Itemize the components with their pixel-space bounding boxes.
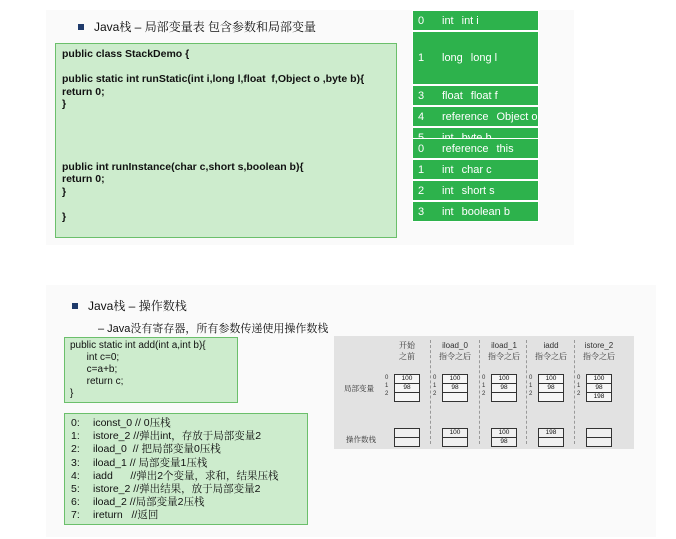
bytecode-instruction: iadd //弹出2个变量，求和，结果压栈 (93, 469, 279, 482)
slot-index: 3 (418, 205, 425, 218)
local-var-row (412, 31, 539, 85)
bytecode-line (71, 483, 301, 496)
slot-index-label: 2 (482, 391, 486, 397)
code-line: } (62, 210, 67, 223)
operand-cell (538, 437, 564, 447)
slot-index-labels (482, 374, 485, 398)
bytecode-offset: 1: (71, 430, 80, 443)
code-line: return 0; (62, 173, 105, 185)
code-line: return c; (70, 376, 124, 387)
slot-type: float (442, 89, 463, 102)
local-var-cell (491, 392, 517, 402)
slot-index-label: 2 (433, 391, 437, 397)
local-var-row (412, 180, 539, 201)
bytecode-line (71, 509, 301, 522)
header-line1: istore_2 (584, 341, 614, 350)
operand-cell: 100 (442, 428, 468, 438)
local-var-cell: 98 (538, 383, 564, 393)
slot-index-labels (433, 374, 436, 398)
code-line: c=a+b; (70, 364, 118, 375)
section2-heading (72, 297, 187, 314)
slot-index-label: 1 (433, 383, 437, 389)
code-line (62, 148, 390, 161)
local-var-stack (442, 375, 468, 402)
local-var-row (412, 106, 539, 127)
slot-index-label: 1 (482, 383, 486, 389)
operand-stack (442, 429, 468, 447)
header-line1: iload_0 (442, 341, 468, 350)
slot-index-label: 0 (577, 375, 581, 381)
header-line2: 之前 (399, 352, 415, 361)
code-line: int c=0; (70, 352, 120, 363)
local-var-cell: 100 (491, 374, 517, 384)
bytecode-offset: 2: (71, 443, 80, 456)
slot-type: reference (442, 110, 489, 123)
header-line1: iload_1 (491, 341, 517, 350)
bytecode-offset: 4: (71, 469, 80, 482)
code-line: return 0; (62, 85, 105, 98)
code-line: } (70, 388, 74, 399)
column-separator (574, 340, 575, 444)
bytecode-offset: 0: (71, 417, 80, 429)
slot-type: int (442, 205, 454, 218)
local-var-table-instance (412, 138, 539, 222)
bytecode-instruction: iload_1 // 局部变量1压栈 (93, 456, 208, 469)
slot-index-label: 1 (577, 383, 581, 389)
slot-index-label: 0 (529, 375, 533, 381)
slot-index: 4 (418, 110, 425, 123)
bytecode-instruction: ireturn //返回 (93, 509, 159, 522)
slot-name: int i (461, 14, 479, 27)
local-var-cell (394, 392, 420, 402)
local-var-stack (491, 375, 517, 402)
local-var-cell: 100 (394, 374, 420, 384)
local-var-stack (586, 375, 612, 402)
slot-type: reference (442, 142, 489, 155)
code-line (62, 111, 390, 124)
local-var-table-static (412, 10, 539, 148)
code-line: public static int runStatic(int i,long l,float f,Object o ,byte b){ (62, 73, 365, 85)
operand-cell: 198 (538, 428, 564, 438)
slot-type: int (442, 14, 454, 27)
slot-name: float f (470, 89, 498, 102)
operand-stack (538, 429, 564, 447)
header-line1: iadd (543, 341, 559, 350)
slot-type: int (442, 184, 454, 197)
local-var-cell: 98 (442, 383, 468, 393)
slot-index: 3 (418, 89, 425, 102)
code-line: public int runInstance(char c,short s,boolean b){ (62, 160, 304, 173)
slot-name: short s (461, 184, 495, 197)
bytecode-line (71, 417, 301, 430)
slot-name: this (496, 142, 514, 155)
code-line (62, 123, 390, 136)
local-var-cell: 100 (538, 374, 564, 384)
local-var-cell: 100 (442, 374, 468, 384)
bytecode-line (71, 443, 301, 456)
local-var-row (412, 138, 539, 159)
operand-cell (442, 437, 468, 447)
section2-title: Java栈 – 操作数栈 (88, 299, 187, 313)
code-line: public class StackDemo { (62, 48, 190, 60)
code-line (62, 61, 390, 74)
code-line (62, 136, 390, 149)
bytecode-line (71, 496, 301, 509)
operand-cell (394, 437, 420, 447)
header-line2: 指令之后 (488, 352, 520, 361)
operand-stack (491, 429, 517, 447)
slot-name: char c (461, 163, 492, 176)
slot-name: long l (470, 52, 498, 64)
slot-index: 0 (418, 142, 425, 155)
code-box-stackdemo (55, 43, 397, 238)
section2-subtitle: – Java没有寄存器，所有参数传递使用操作数栈 (98, 323, 329, 335)
slot-index-labels (385, 374, 388, 398)
local-var-row (412, 159, 539, 180)
bytecode-offset: 5: (71, 483, 80, 496)
code-line: } (62, 98, 67, 110)
code-line (62, 198, 390, 211)
local-var-cell: 100 (586, 374, 612, 384)
slot-index-label: 0 (433, 375, 437, 381)
local-var-cell: 98 (491, 383, 517, 393)
operand-cell: 100 (491, 428, 517, 438)
local-var-cell (442, 392, 468, 402)
slot-type: int (442, 163, 454, 176)
local-var-row (412, 201, 539, 222)
header-line2: 指令之后 (439, 352, 471, 361)
local-var-cell: 198 (586, 392, 612, 402)
operand-cell (586, 437, 612, 447)
code-box-add (64, 337, 238, 403)
bullet-square-icon (78, 24, 84, 30)
slot-index: 0 (418, 14, 425, 27)
slot-index: 2 (418, 184, 425, 197)
bytecode-instruction: istore_2 //弹出int，存放于局部变量2 (93, 430, 262, 443)
bytecode-line (71, 457, 301, 470)
slot-index-label: 2 (385, 391, 389, 397)
header-line2: 指令之后 (583, 352, 615, 361)
bytecode-instruction: iconst_0 // 0压栈 (93, 417, 171, 429)
bytecode-line (71, 470, 301, 483)
header-line2: 指令之后 (535, 352, 567, 361)
slot-type: long (442, 52, 463, 64)
slot-index-label: 1 (385, 383, 389, 389)
bytecode-listing (64, 413, 308, 525)
bytecode-instruction: istore_2 //弹出结果，放于局部变量2 (93, 483, 261, 496)
bytecode-offset: 3: (71, 456, 80, 469)
local-var-row (412, 10, 539, 31)
column-separator (479, 340, 480, 444)
slot-index-label: 2 (577, 391, 581, 397)
bytecode-instruction: iload_0 // 把局部变量0压栈 (93, 443, 221, 456)
local-var-cell (538, 392, 564, 402)
local-var-cell: 98 (586, 383, 612, 393)
operand-stack (394, 429, 420, 447)
local-var-stack (394, 375, 420, 402)
bytecode-offset: 7: (71, 509, 80, 522)
code-line: public static int add(int a,int b){ (70, 340, 206, 351)
operand-stack (586, 429, 612, 447)
bullet-square-icon (72, 303, 78, 309)
slot-index-label: 2 (529, 391, 533, 397)
local-var-cell: 98 (394, 383, 420, 393)
slot-index-label: 0 (385, 375, 389, 381)
slot-name: boolean b (461, 205, 510, 218)
operand-stack-diagram (334, 336, 634, 449)
local-var-label: 局部变量 (344, 384, 374, 393)
header-line1: 开始 (399, 341, 415, 350)
slot-index: 1 (418, 163, 425, 176)
slot-index-label: 0 (482, 375, 486, 381)
slot-index-label: 1 (529, 383, 533, 389)
local-var-stack (538, 375, 564, 402)
operand-stack-label: 操作数栈 (346, 435, 376, 444)
bytecode-offset: 6: (71, 496, 80, 509)
slot-name: Object o (496, 110, 538, 123)
column-separator (430, 340, 431, 444)
slot-index: 1 (418, 52, 425, 64)
code-line: } (62, 185, 67, 198)
bytecode-line (71, 430, 301, 443)
slot-index-labels (529, 374, 532, 398)
slot-index-labels (577, 374, 580, 398)
column-separator (526, 340, 527, 444)
section1-heading (78, 18, 316, 35)
section1-title: Java栈 – 局部变量表 包含参数和局部变量 (94, 20, 317, 34)
diagram-column-header (569, 340, 629, 362)
operand-cell: 98 (491, 437, 517, 447)
bytecode-instruction: iload_2 //局部变量2压栈 (93, 496, 205, 509)
local-var-row (412, 85, 539, 106)
